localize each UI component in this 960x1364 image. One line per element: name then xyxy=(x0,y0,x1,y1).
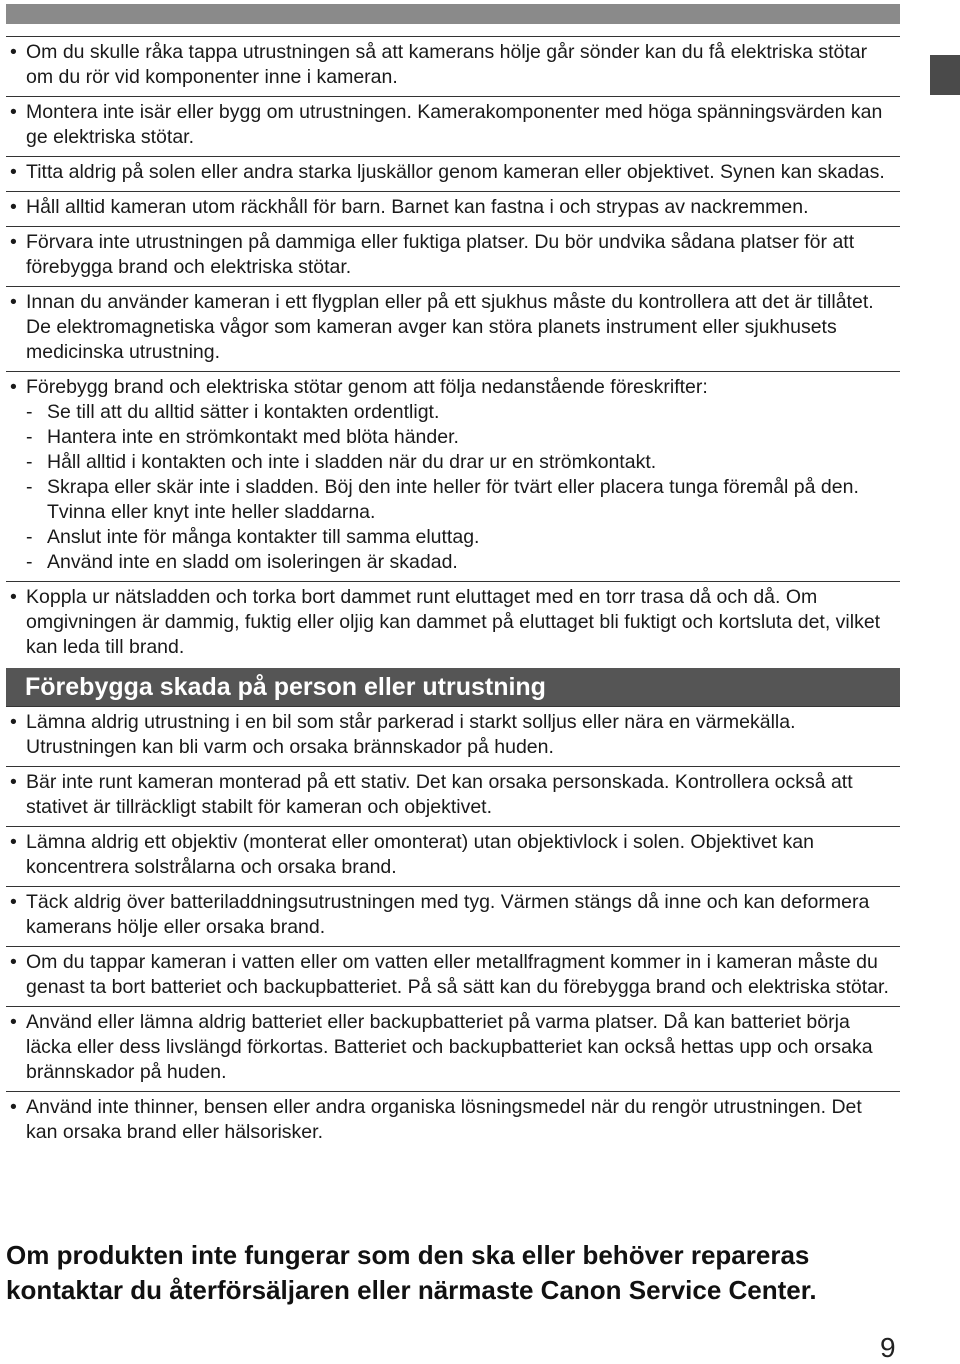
item-text: Montera inte isär eller bygg om utrustningen. Kamerakomponenter med höga spänningsvärden kan ge elektriska stötar. xyxy=(26,101,883,148)
sub-item xyxy=(26,550,892,575)
sub-item-text: Håll alltid i kontakten och inte i sladden när du drar ur en strömkontakt. xyxy=(47,451,657,473)
item-text: Lämna aldrig utrustning i en bil som står parkerad i starkt solljus eller nära en värmekälla. Utrustningen kan bli varm och orsaka brännskador på huden. xyxy=(26,711,796,758)
list-item xyxy=(6,1006,900,1091)
list-item xyxy=(6,36,900,96)
list-item xyxy=(6,1091,900,1151)
bullet: • xyxy=(10,231,17,253)
item-text: Koppla ur nätsladden och torka bort dammet runt eluttaget med en torr trasa då och då. Om omgivningen är dammig, fuktig eller oljig kan dammet på eluttaget bli fuktigt och kortsluta det, vilket kan leda till brand. xyxy=(26,586,881,658)
bullet: • xyxy=(10,1011,17,1033)
sub-item-text: Hantera inte en strömkontakt med blöta händer. xyxy=(47,426,459,448)
bullet: • xyxy=(10,161,17,183)
sub-item xyxy=(26,425,892,450)
item-text: Innan du använder kameran i ett flygplan eller på ett sjukhus måste du kontrollera att det är tillåtet. De elektromagnetiska vågor som kameran avger kan störa planets instrument eller sjukhusets medicinska utrustning. xyxy=(26,291,874,363)
list-item xyxy=(6,226,900,286)
sub-item xyxy=(26,400,892,425)
bullet: • xyxy=(10,41,17,63)
list-item xyxy=(6,581,900,666)
item-text: Använd eller lämna aldrig batteriet eller backupbatteriet på varma platser. Då kan batteriet börja läcka eller dess livslängd förkortas. Batteriet och backupbatteriet kan också hettas upp och orsaka brännskador på huden. xyxy=(26,1011,873,1083)
bullet: • xyxy=(10,771,17,793)
sub-item xyxy=(26,475,892,525)
sub-item xyxy=(26,525,892,550)
dash: - xyxy=(26,401,33,423)
section-heading: Förebygga skada på person eller utrustning xyxy=(6,668,900,706)
list-item xyxy=(6,946,900,1006)
page-number: 9 xyxy=(880,1332,896,1363)
item-text: Täck aldrig över batteriladdningsutrustningen med tyg. Värmen stängs då inne och kan deformera kamerans hölje eller orsaka brand. xyxy=(26,891,870,938)
item-text: Om du tappar kameran i vatten eller om vatten eller metallfragment kommer in i kameran måste du genast ta bort batteriet och backupbatteriet. På så sätt kan du förebygga brand och elektriska stötar. xyxy=(26,951,889,998)
dash: - xyxy=(26,426,33,448)
bullet: • xyxy=(10,831,17,853)
sub-item-text: Anslut inte för många kontakter till samma eluttag. xyxy=(47,526,480,548)
bullet: • xyxy=(10,891,17,913)
list-item xyxy=(6,706,900,766)
sub-item xyxy=(26,450,892,475)
item-text: Använd inte thinner, bensen eller andra organiska lösningsmedel när du rengör utrustningen. Det kan orsaka brand eller hälsorisker. xyxy=(26,1096,862,1143)
sub-item-text: Använd inte en sladd om isoleringen är skadad. xyxy=(47,551,458,573)
dash: - xyxy=(26,551,33,573)
bullet: • xyxy=(10,101,17,123)
header-bar xyxy=(6,4,900,24)
item-text: Titta aldrig på solen eller andra starka ljuskällor genom kameran eller objektivet. Synen kan skadas. xyxy=(26,161,885,183)
bullet: • xyxy=(10,711,17,733)
list-item xyxy=(6,886,900,946)
dash: - xyxy=(26,526,33,548)
dash: - xyxy=(26,451,33,473)
list-item xyxy=(6,826,900,886)
bullet: • xyxy=(10,586,17,608)
item-text: Förvara inte utrustningen på dammiga eller fuktiga platser. Du bör undvika sådana platser för att förebygga brand och elektriska stötar. xyxy=(26,231,855,278)
safety-content xyxy=(6,36,900,1151)
item-text: Bär inte runt kameran monterad på ett stativ. Det kan orsaka personskada. Kontrollera också att stativet är tillräckligt stabilt för kameran och objektivet. xyxy=(26,771,853,818)
dash: - xyxy=(26,476,33,498)
bullet: • xyxy=(10,951,17,973)
list-item xyxy=(6,766,900,826)
sub-item-text: Se till att du alltid sätter i kontakten ordentligt. xyxy=(47,401,440,423)
bullet: • xyxy=(10,1096,17,1118)
section-tab xyxy=(930,55,960,95)
bullet: • xyxy=(10,196,17,218)
fire-prevention-intro: Förebygg brand och elektriska stötar genom att följa nedanstående föreskrifter: xyxy=(26,376,708,398)
bullet: • xyxy=(10,376,17,398)
fire-prevention-item xyxy=(6,371,900,581)
bullet: • xyxy=(10,291,17,313)
list-item xyxy=(6,156,900,191)
service-notice: Om produkten inte fungerar som den ska eller behöver repareras kontaktar du återförsäljaren eller närmaste Canon Service Center. xyxy=(6,1240,817,1305)
sub-item-text: Skrapa eller skär inte i sladden. Böj den inte heller för tvärt eller placera tunga föremål på den. Tvinna eller knyt inte heller sladdarna. xyxy=(47,476,859,523)
item-text: Håll alltid kameran utom räckhåll för barn. Barnet kan fastna i och strypas av nackremmen. xyxy=(26,196,809,218)
list-item xyxy=(6,96,900,156)
list-item xyxy=(6,286,900,371)
item-text: Om du skulle råka tappa utrustningen så att kamerans hölje går sönder kan du få elektriska stötar om du rör vid komponenter inne i kameran. xyxy=(26,41,868,88)
list-item xyxy=(6,191,900,226)
item-text: Lämna aldrig ett objektiv (monterat eller omonterat) utan objektivlock i solen. Objektivet kan koncentrera solstrålarna och orsaka brand. xyxy=(26,831,814,878)
